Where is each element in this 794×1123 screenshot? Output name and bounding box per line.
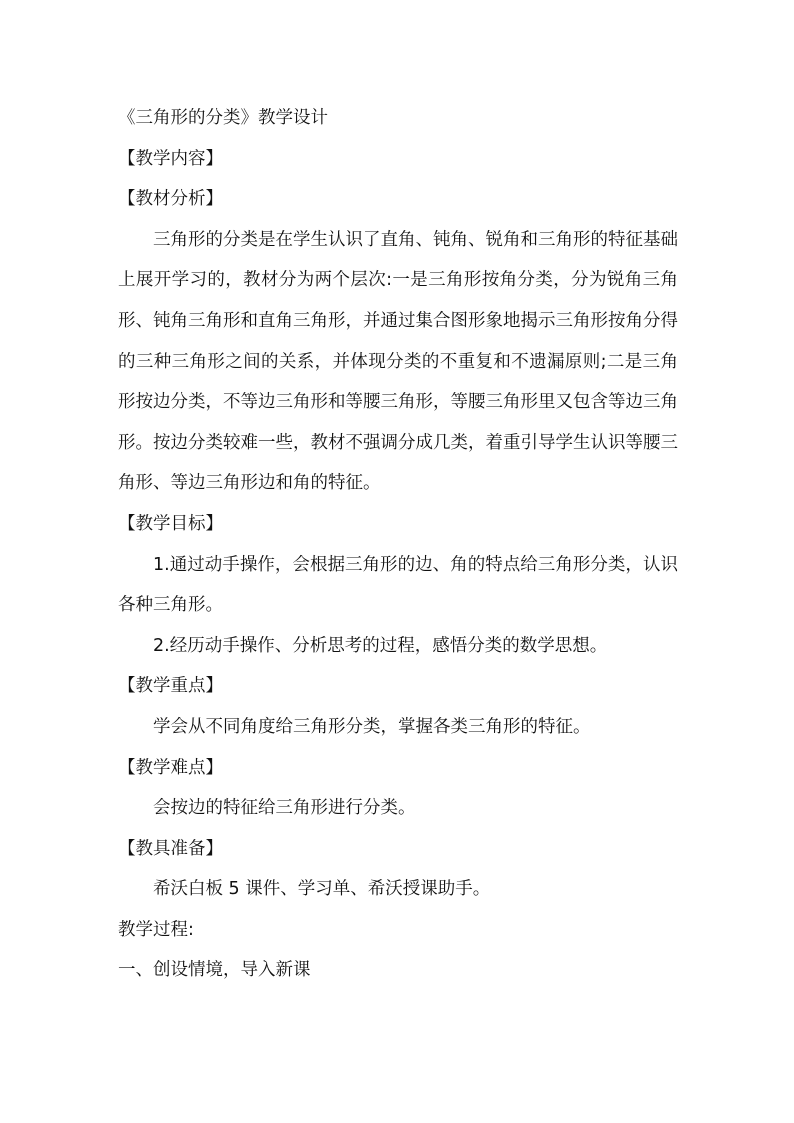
heading-teaching-key-points: 【教学重点】 — [118, 676, 223, 697]
paragraph-materials: 希沃白板 5 课件、学习单、希沃授课助手。 — [153, 879, 491, 900]
paragraph-difficulty: 会按边的特征给三角形进行分类。 — [153, 798, 416, 819]
document-title: 《三角形的分类》教学设计 — [118, 108, 328, 128]
paragraph-goal-2: 2.经历动手操作、分析思考的过程，感悟分类的数学思想。 — [153, 635, 608, 656]
paragraph-key-points: 学会从不同角度给三角形分类，掌握各类三角形的特征。 — [153, 716, 591, 737]
heading-material-analysis: 【教材分析】 — [118, 189, 223, 210]
paragraph-goal-1: 1.通过动手操作，会根据三角形的边、角的特点给三角形分类，认识各种三角形。 — [118, 554, 678, 616]
heading-teaching-difficulty: 【教学难点】 — [118, 757, 223, 778]
heading-teaching-content: 【教学内容】 — [118, 148, 223, 169]
paragraph-material-analysis: 三角形的分类是在学生认识了直角、钝角、锐角和三角形的特征基础上展开学习的，教材分为两个层次:一是三角形按角分类，分为锐角三角形、钝角三角形和直角三角形，并通过集合图形象地揭示三角形按角分得的三种三角形之间的关系，并体现分类的不重复和不遗漏原则;二是三角形按边分类，不等边三角形和等腰三角形，等腰三角形里又包含等边三角形。按边分类较难一些，教材不强调分成几类，着重引导学生认识等腰三角形、等边三角形边和角的特征。 — [118, 229, 678, 494]
section-heading-1: 一、创设情境，导入新课 — [118, 960, 311, 981]
heading-teaching-materials: 【教具准备】 — [118, 838, 223, 859]
teaching-process-label: 教学过程: — [118, 919, 194, 940]
document-body — [118, 98, 678, 991]
heading-teaching-goals: 【教学目标】 — [118, 513, 223, 534]
